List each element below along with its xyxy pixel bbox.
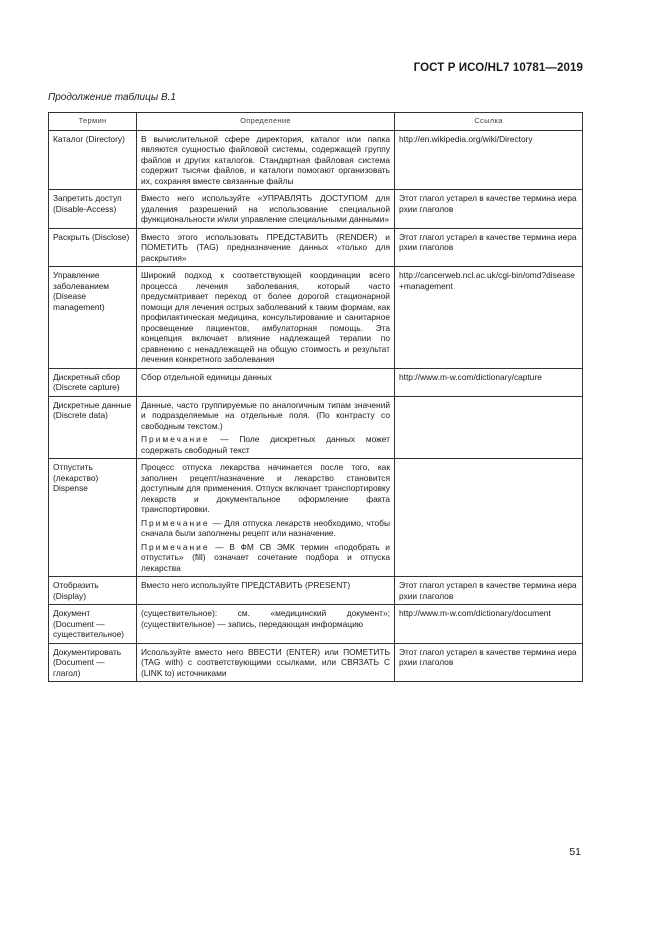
reference-cell xyxy=(395,396,583,459)
definition-note xyxy=(141,434,390,455)
definition-cell xyxy=(137,190,395,229)
definition-note xyxy=(141,518,390,539)
term-cell: Документировать (Document — глагол) xyxy=(49,643,137,682)
table-row xyxy=(49,190,583,229)
column-header-reference: Ссылка xyxy=(395,113,583,131)
definition-cell xyxy=(137,368,395,396)
reference-cell: http://www.m-w.com/dictionary/document xyxy=(395,605,583,644)
table-row xyxy=(49,396,583,459)
terms-table xyxy=(48,112,583,682)
term-cell: Каталог (Directory) xyxy=(49,130,137,190)
definition-text: Процесс отпуска лекарства начинается после того, как заполнен рецепт/назначение и лекарство становится доступным для применения. Отпуск включает транспортировку лекарств и документальное оформление факта транспортировки. xyxy=(141,462,390,514)
definition-cell xyxy=(137,396,395,459)
definition-text: Данные, часто группируемые по аналогичным типам значений и подразделяемые на отдельные поля. (По контрасту со свободным текстом.) xyxy=(141,399,390,431)
term-cell: Отпустить (лекарство) Dispense xyxy=(49,459,137,577)
note-label: Примечание xyxy=(141,541,210,552)
table-row xyxy=(49,130,583,190)
term-cell: Запретить доступ (Disable-Access) xyxy=(49,190,137,229)
table-row xyxy=(49,643,583,682)
table-row xyxy=(49,605,583,644)
note-text: — Для отпуска лекарств необходимо, чтобы сначала были заполнены рецепт или назначение. xyxy=(141,517,390,538)
table-row xyxy=(49,368,583,396)
table-row xyxy=(49,228,583,267)
table-continuation-caption: Продолжение таблицы В.1 xyxy=(48,92,176,103)
definition-text: Вместо этого использовать ПРЕДСТАВИТЬ (RENDER) и ПОМЕТИТЬ (TAG) предназначение данных «только для раскрытия» xyxy=(141,231,390,263)
definition-cell xyxy=(137,228,395,267)
definition-cell xyxy=(137,643,395,682)
term-cell: Дискретные данные (Discrete data) xyxy=(49,396,137,459)
page-number: 51 xyxy=(569,846,581,858)
definition-cell xyxy=(137,459,395,577)
reference-cell: http://cancerweb.ncl.ac.uk/cgi-bin/omd?disease+management xyxy=(395,267,583,369)
table-row xyxy=(49,267,583,369)
note-text: — Поле дискретных данных может содержать свободный текст xyxy=(141,434,390,455)
term-cell: Документ (Document — существительное) xyxy=(49,605,137,644)
reference-cell xyxy=(395,459,583,577)
note-text: — В ФМ СВ ЭМК термин «подобрать и отпустить» (fill) означает сочетание подбора и отпуска лекарства xyxy=(141,541,390,573)
term-cell: Управление заболеванием (Disease management) xyxy=(49,267,137,369)
table-row xyxy=(49,459,583,577)
definition-text: В вычислительной сфере директория, каталог или папка являются сущностью файловой системы, содержащей группу файлов и других каталогов. Стандартная файловая система содержит тысячи файлов, и каталоги помогают организовать их, сохраняя вместе связанные файлы xyxy=(141,133,390,186)
definition-text: Используйте вместо него ВВЕСТИ (ENTER) или ПОМЕТИТЬ (TAG with) с соответствующими ссылками, или СВЯЗАТЬ С (LINK to) источниками xyxy=(141,646,390,678)
definition-cell xyxy=(137,577,395,605)
table-header-row xyxy=(49,113,583,131)
note-label: Примечание xyxy=(141,517,210,528)
definition-text: Сбор отдельной единицы данных xyxy=(141,371,272,382)
table-row xyxy=(49,577,583,605)
reference-cell: Этот глагол устарел в качестве термина иерархии глаголов xyxy=(395,228,583,267)
definition-cell xyxy=(137,130,395,190)
definition-text: Широкий подход к соответствующей координации всего процесса лечения заболевания, который часто предусматривает переход от более дорогой стационарной помощи для лечения острых заболеваний к таким формам, как профилактическая медицина, консультирование и санитарное просвещение пациентов, амбулаторная помощь. Эта концепция включает влияние надлежащей терапии по сравнению с ненадлежащей на общую стоимость и результат лечения конкретного заболевания xyxy=(141,270,390,364)
definition-cell xyxy=(137,605,395,644)
definition-cell xyxy=(137,267,395,369)
reference-cell: http://en.wikipedia.org/wiki/Directory xyxy=(395,130,583,190)
definition-note xyxy=(141,542,390,574)
standard-designation: ГОСТ Р ИСО/HL7 10781—2019 xyxy=(413,62,583,74)
term-cell: Отобразить (Display) xyxy=(49,577,137,605)
term-cell: Дискретный сбор (Discrete capture) xyxy=(49,368,137,396)
column-header-definition: Определение xyxy=(137,113,395,131)
term-cell: Раскрыть (Disclose) xyxy=(49,228,137,267)
reference-cell: http://www.m-w.com/dictionary/capture xyxy=(395,368,583,396)
note-label: Примечание xyxy=(141,434,210,444)
definition-text: Вместо него используйте ПРЕДСТАВИТЬ (PRESENT) xyxy=(141,580,351,590)
reference-cell: Этот глагол устарел в качестве термина иерархии глаголов xyxy=(395,577,583,605)
reference-cell: Этот глагол устарел в качестве термина иерархии глаголов xyxy=(395,190,583,229)
definition-text: Вместо него используйте «УПРАВЛЯТЬ ДОСТУПОМ для удаления разрешений на использование специальной функциональности и/или управление специальными данными» xyxy=(141,193,390,224)
definition-text: (существительное): см. «медицинский документ»; (существительное) — запись, передающая информацию xyxy=(141,608,390,629)
column-header-term: Термин xyxy=(49,113,137,131)
reference-cell: Этот глагол устарел в качестве термина иерархии глаголов xyxy=(395,643,583,682)
